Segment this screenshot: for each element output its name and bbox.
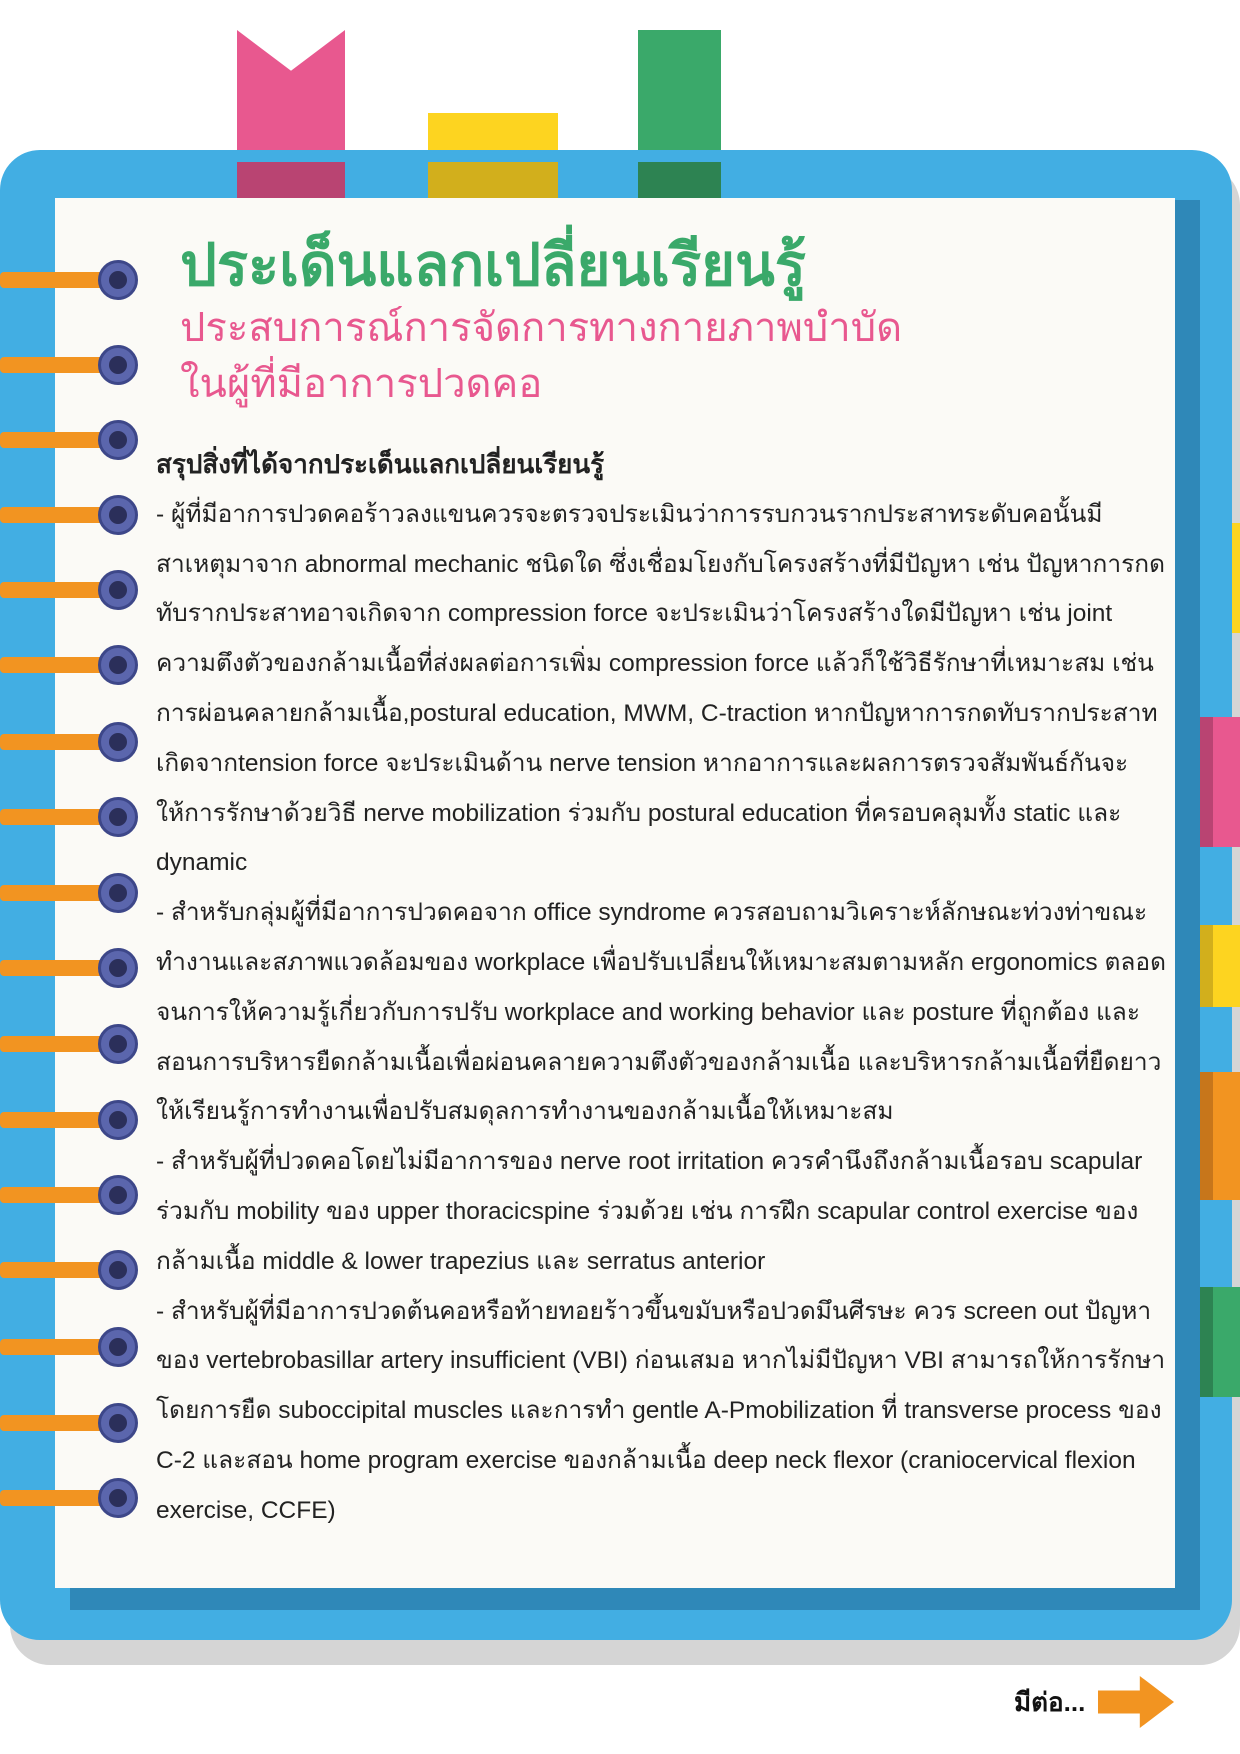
spiral-ring-icon xyxy=(0,495,140,535)
spiral-ring-icon xyxy=(0,1250,140,1290)
spiral-ring-icon xyxy=(0,570,140,610)
page-title: ประเด็นแลกเปลี่ยนเรียนรู้ xyxy=(180,233,806,298)
subtitle-line-2: ในผู้ที่มีอาการปวดคอ xyxy=(180,362,543,406)
bookmark-yellow-shade xyxy=(428,162,558,200)
spiral-ring-icon xyxy=(0,1327,140,1367)
summary-content xyxy=(156,440,1166,1536)
spiral-ring-icon xyxy=(0,948,140,988)
spiral-ring-icon xyxy=(0,873,140,913)
summary-paragraph: - สำหรับกลุ่มผู้ที่มีอาการปวดคอจาก office syndrome ควรสอบถามวิเคราะห์ลักษณะท่วงท่าขณะทำงานและสภาพแวดล้อมของ workplace เพื่อปรับเปลี่ยนให้เหมาะสมตามหลัก ergonomics ตลอดจนการให้ความรู้เกี่ยวกับการปรับ workplace and working behavior และ posture ที่ถูกต้อง และสอนการบริหารยืดกล้ามเนื้อเพื่อผ่อนคลายความตึงตัวของกล้ามเนื้อ และบริหารกล้ามเนื้อที่ยืดยาวให้เรียนรู้การทำงานเพื่อปรับสมดุลการทำงานของกล้ามเนื้อให้เหมาะสม xyxy=(156,899,1166,1126)
spiral-ring-icon xyxy=(0,345,140,385)
spiral-ring-icon xyxy=(0,1100,140,1140)
spiral-ring-icon xyxy=(0,260,140,300)
spiral-ring-icon xyxy=(0,1478,140,1518)
spiral-ring-icon xyxy=(0,420,140,460)
bookmark-pink-shade xyxy=(237,162,345,200)
page-subtitle xyxy=(180,300,902,412)
summary-paragraph: - ผู้ที่มีอาการปวดคอร้าวลงแขนควรจะตรวจประเมินว่าการรบกวนรากประสาทระดับคอนั้นมีสาเหตุมาจาก abnormal mechanic ชนิดใด ซึ่งเชื่อมโยงกับโครงสร้างที่มีปัญหา เช่น ปัญหาการกดทับรากประสาทอาจเกิดจาก compression force จะประเมินว่าโครงสร้างใดมีปัญหา เช่น joint ความตึงตัวของกล้ามเนื้อที่ส่งผลต่อการเพิ่ม compression force แล้วก็ใช้วิธีรักษาที่เหมาะสม เช่น การผ่อนคลายกล้ามเนื้อ,postural education, MWM, C-traction หากปัญหาการกดทับรากประสาทเกิดจากtension force จะประเมินด้าน nerve tension หากอาการและผลการตรวจสัมพันธ์กันจะให้การรักษาด้วยวิธี nerve mobilization ร่วมกับ postural education ที่ครอบคลุมทั้ง static และ dynamic xyxy=(156,500,1166,877)
summary-paragraph: - สำหรับผู้ที่ปวดคอโดยไม่มีอาการของ nerve root irritation ควรคำนึงถึงกล้ามเนื้อรอบ scapular ร่วมกับ mobility ของ upper thoracicspine ร่วมด้วย เช่น การฝึก scapular control exercise ของกล้ามเนื้อ middle & lower trapezius และ serratus anterior xyxy=(156,1148,1143,1275)
spiral-ring-icon xyxy=(0,645,140,685)
continued-label: มีต่อ... xyxy=(1014,1687,1086,1717)
bookmark-green-shade xyxy=(638,162,721,200)
next-arrow-icon[interactable] xyxy=(1098,1676,1174,1728)
spiral-ring-icon xyxy=(0,1403,140,1443)
summary-heading: สรุปสิ่งที่ได้จากประเด็นแลกเปลี่ยนเรียนรู้ xyxy=(156,449,605,479)
spiral-ring-icon xyxy=(0,797,140,837)
spiral-ring-icon xyxy=(0,722,140,762)
summary-paragraph: - สำหรับผู้ที่มีอาการปวดต้นคอหรือท้ายทอยร้าวขึ้นขมับหรือปวดมึนศีรษะ ควร screen out ปัญหาของ vertebrobasillar artery insufficient (VBI) ก่อนเสมอ หากไม่มีปัญหา VBI สามารถให้การรักษาโดยการยืด suboccipital muscles และการทำ gentle A-Pmobilization ที่ transverse process ของ C-2 และสอน home program exercise ของกล้ามเนื้อ deep neck flexor (craniocervical flexion exercise, CCFE) xyxy=(156,1297,1166,1524)
spiral-ring-icon xyxy=(0,1175,140,1215)
subtitle-line-1: ประสบการณ์การจัดการทางกายภาพบำบัด xyxy=(180,306,903,350)
spiral-ring-icon xyxy=(0,1024,140,1064)
